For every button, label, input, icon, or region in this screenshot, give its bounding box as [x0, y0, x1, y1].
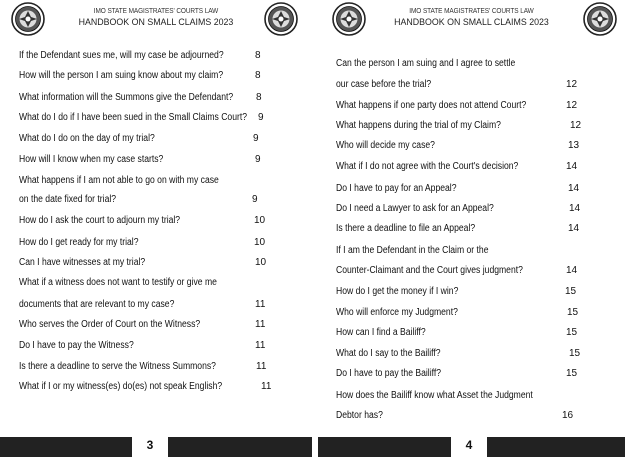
- court-seal-icon: [11, 2, 45, 36]
- toc-entry-page: 15: [567, 307, 579, 318]
- toc-entry-text: Who will enforce my Judgment?: [336, 307, 458, 318]
- toc-entry-text: Counter-Claimant and the Court gives judgment?: [336, 265, 523, 276]
- toc-entry-page: 15: [566, 368, 578, 379]
- page-number: 4: [451, 437, 487, 457]
- page-number: 3: [132, 437, 168, 457]
- toc-entry-page: 10: [254, 237, 266, 248]
- toc-entry-page: 11: [255, 340, 266, 351]
- toc-entry-text: How will I know when my case starts?: [19, 154, 164, 165]
- toc-entry-page: 13: [568, 140, 580, 151]
- court-seal-icon: [583, 2, 617, 36]
- toc-entry-page: 14: [568, 223, 580, 234]
- toc-entry-text: What do I do if I have been sued in the Small Claims Court?: [19, 112, 248, 123]
- toc-entry-text: Can I have witnesses at my trial?: [19, 257, 146, 268]
- toc-entry-page: 8: [255, 70, 261, 81]
- toc-entry-page: 9: [253, 133, 259, 144]
- toc-entry-page: 11: [261, 381, 272, 392]
- toc-entry-text: on the date fixed for trial?: [19, 194, 117, 205]
- toc-entry-text: Debtor has?: [336, 410, 383, 421]
- right-page: [318, 0, 625, 461]
- page-header: [0, 0, 312, 40]
- toc-entry-text: Is there a deadline to file an Appeal?: [336, 223, 476, 234]
- toc-entry-page: 12: [570, 120, 582, 131]
- header-line1: IMO STATE MAGISTRATES' COURTS LAW: [409, 6, 534, 15]
- toc-entry-page: 8: [256, 92, 262, 103]
- toc-entry-page: 9: [252, 194, 258, 205]
- toc-entry-text: Who will decide my case?: [336, 140, 435, 151]
- toc-entry-text: What information will the Summons give the Defendant?: [19, 92, 234, 103]
- toc-entry-text: Is there a deadline to serve the Witness Summons?: [19, 361, 216, 372]
- header-text: [60, 6, 252, 28]
- toc-entry-text: What happens if one party does not attend Court?: [336, 100, 527, 111]
- toc-entry-page: 10: [254, 215, 266, 226]
- toc-entry-page: 14: [569, 203, 581, 214]
- toc-entry-page: 9: [255, 154, 261, 165]
- toc-entry-text: What do I do on the day of my trial?: [19, 133, 155, 144]
- toc-entry-page: 11: [256, 361, 267, 372]
- toc-entry-page: 15: [565, 286, 577, 297]
- toc-entry-text: What happens during the trial of my Claim?: [336, 120, 501, 131]
- toc-entry-text: What if I do not agree with the Court's decision?: [336, 161, 519, 172]
- toc-entry-page: 15: [566, 327, 578, 338]
- toc-entry-text: How can I find a Bailiff?: [336, 327, 426, 338]
- toc-entry-text: Do I need a Lawyer to ask for an Appeal?: [336, 203, 494, 214]
- court-seal-icon: [264, 2, 298, 36]
- header-line2: HANDBOOK ON SMALL CLAIMS 2023: [394, 17, 549, 28]
- toc-entry-text: How do I ask the court to adjourn my trial?: [19, 215, 181, 226]
- toc-entry-page: 14: [566, 265, 578, 276]
- toc-entry-page: 16: [562, 410, 574, 421]
- toc-entry-text: What if I or my witness(es) do(es) not speak English?: [19, 381, 223, 392]
- toc-entry-page: 11: [255, 299, 266, 310]
- toc-entry-page: 12: [566, 79, 578, 90]
- toc-entry-page: 10: [255, 257, 267, 268]
- toc-entry-text: Do I have to pay for an Appeal?: [336, 183, 457, 194]
- toc-entry-text: Do I have to pay the Witness?: [19, 340, 134, 351]
- header-line1: IMO STATE MAGISTRATES' COURTS LAW: [93, 6, 219, 15]
- toc-entry-text: How will the person I am suing know about my claim?: [19, 70, 224, 81]
- toc-entry-page: 9: [258, 112, 264, 123]
- toc-entry-page: 12: [566, 100, 578, 111]
- toc-entry-text: documents that are relevant to my case?: [19, 299, 175, 310]
- page-header: [318, 0, 625, 40]
- toc-entry-page: 8: [255, 50, 261, 61]
- court-seal-icon: [332, 2, 366, 36]
- toc-entry-text: Do I have to pay the Bailiff?: [336, 368, 442, 379]
- header-line2: HANDBOOK ON SMALL CLAIMS 2023: [78, 17, 234, 28]
- toc-entry-page: 15: [569, 348, 581, 359]
- toc-entry-text: How do I get ready for my trial?: [19, 237, 139, 248]
- toc-entry-text: What happens if I am not able to go on with my case: [19, 175, 219, 186]
- toc-entry-text: If I am the Defendant in the Claim or the: [336, 245, 489, 256]
- toc-entry-page: 14: [568, 183, 580, 194]
- toc-entry-text: If the Defendant sues me, will my case be adjourned?: [19, 50, 224, 61]
- toc-entry-text: What do I say to the Bailiff?: [336, 348, 441, 359]
- toc-entry-text: How does the Bailiff know what Asset the Judgment: [336, 390, 533, 401]
- toc-entry-page: 14: [566, 161, 578, 172]
- toc-entry-text: What if a witness does not want to testify or give me: [19, 277, 217, 288]
- toc-entry-text: Can the person I am suing and I agree to settle: [336, 58, 516, 69]
- left-page: [0, 0, 312, 461]
- toc-entry-text: How do I get the money if I win?: [336, 286, 459, 297]
- toc-entry-text: Who serves the Order of Court on the Witness?: [19, 319, 201, 330]
- toc-entry-page: 11: [255, 319, 266, 330]
- toc-entry-text: our case before the trial?: [336, 79, 432, 90]
- header-text: [378, 6, 565, 28]
